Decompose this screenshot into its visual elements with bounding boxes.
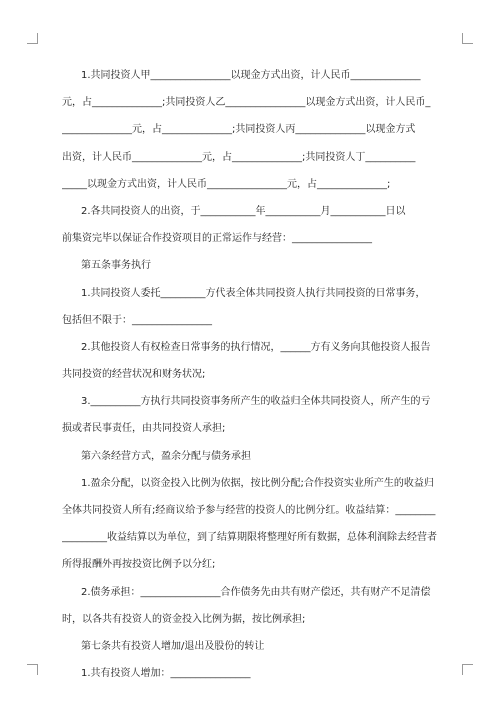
document-line: 共同投资的经营状况和财务状况; [62, 369, 206, 381]
document-line: 2.其他投资人有权检查日常事务的执行情况，______方有义务向其他投资人报告 [81, 341, 431, 353]
document-line: 元，占______________;共同投资人乙________________以现金方式出资，计人民币_ [62, 97, 431, 109]
document-line: ______________元，占______________;共同投资人丙______________以现金方式 [62, 124, 416, 136]
document-line: 1.共同投资人甲________________以现金方式出资，计人民币______________ [81, 70, 421, 81]
document-line: 前集资完毕以保证合作投资项目的正常运作与经营：________________ [62, 233, 372, 245]
document-line: _________收益结算以为单位，到了结算期限将整理好所有数据，总体利润除去经营者 [62, 532, 437, 544]
document-line: 全体共同投资人所有;经商议给予参与经营的投资人的比例分红。收益结算：________ [62, 505, 436, 516]
document-line: 出资，计人民币______________元，占______________;共同投资人丁__________ [62, 151, 416, 163]
document-line: _____以现金方式出资，计人民币________________元，占______________; [62, 178, 391, 190]
document-line: 包括但不限于：________________ [62, 314, 212, 326]
crop-mark-bottom-left [27, 664, 38, 675]
document-body [62, 62, 438, 687]
crop-mark-bottom-right [462, 664, 473, 675]
document-line: 损或者民事责任，由共同投资人承担; [62, 423, 226, 435]
crop-mark-top-left [27, 33, 38, 44]
section-heading: 第六条经营方式，盈余分配与债务承担 [81, 450, 251, 462]
document-line: 1.共有投资人增加：________________ [81, 668, 251, 680]
document-line: 所得报酬外再按投资比例予以分红; [62, 559, 216, 571]
document-line: 2.债务承担：________________合作债务先由共有财产偿还，共有财产不足清偿 [81, 586, 431, 598]
crop-mark-top-right [462, 33, 473, 44]
document-line: 1.盈余分配，以资金投入比例为依据，按比例分配;合作投资实业所产生的收益归 [81, 477, 434, 489]
document-line: 3.__________方执行共同投资事务所产生的收益归全体共同投资人，所产生的亏 [81, 396, 431, 408]
document-line: 1.共同投资人委托_________方代表全体共同投资人执行共同投资的日常事务， [81, 287, 426, 299]
document-line: 2.各共同投资人的出资，于___________年___________月___________日以 [81, 205, 406, 217]
section-heading: 第五条事务执行 [81, 260, 151, 272]
section-heading: 第七条共有投资人增加/退出及股份的转让 [81, 640, 265, 652]
document-line: 时，以各共有投资人的资金投入比例为据，按比例承担; [62, 613, 306, 625]
